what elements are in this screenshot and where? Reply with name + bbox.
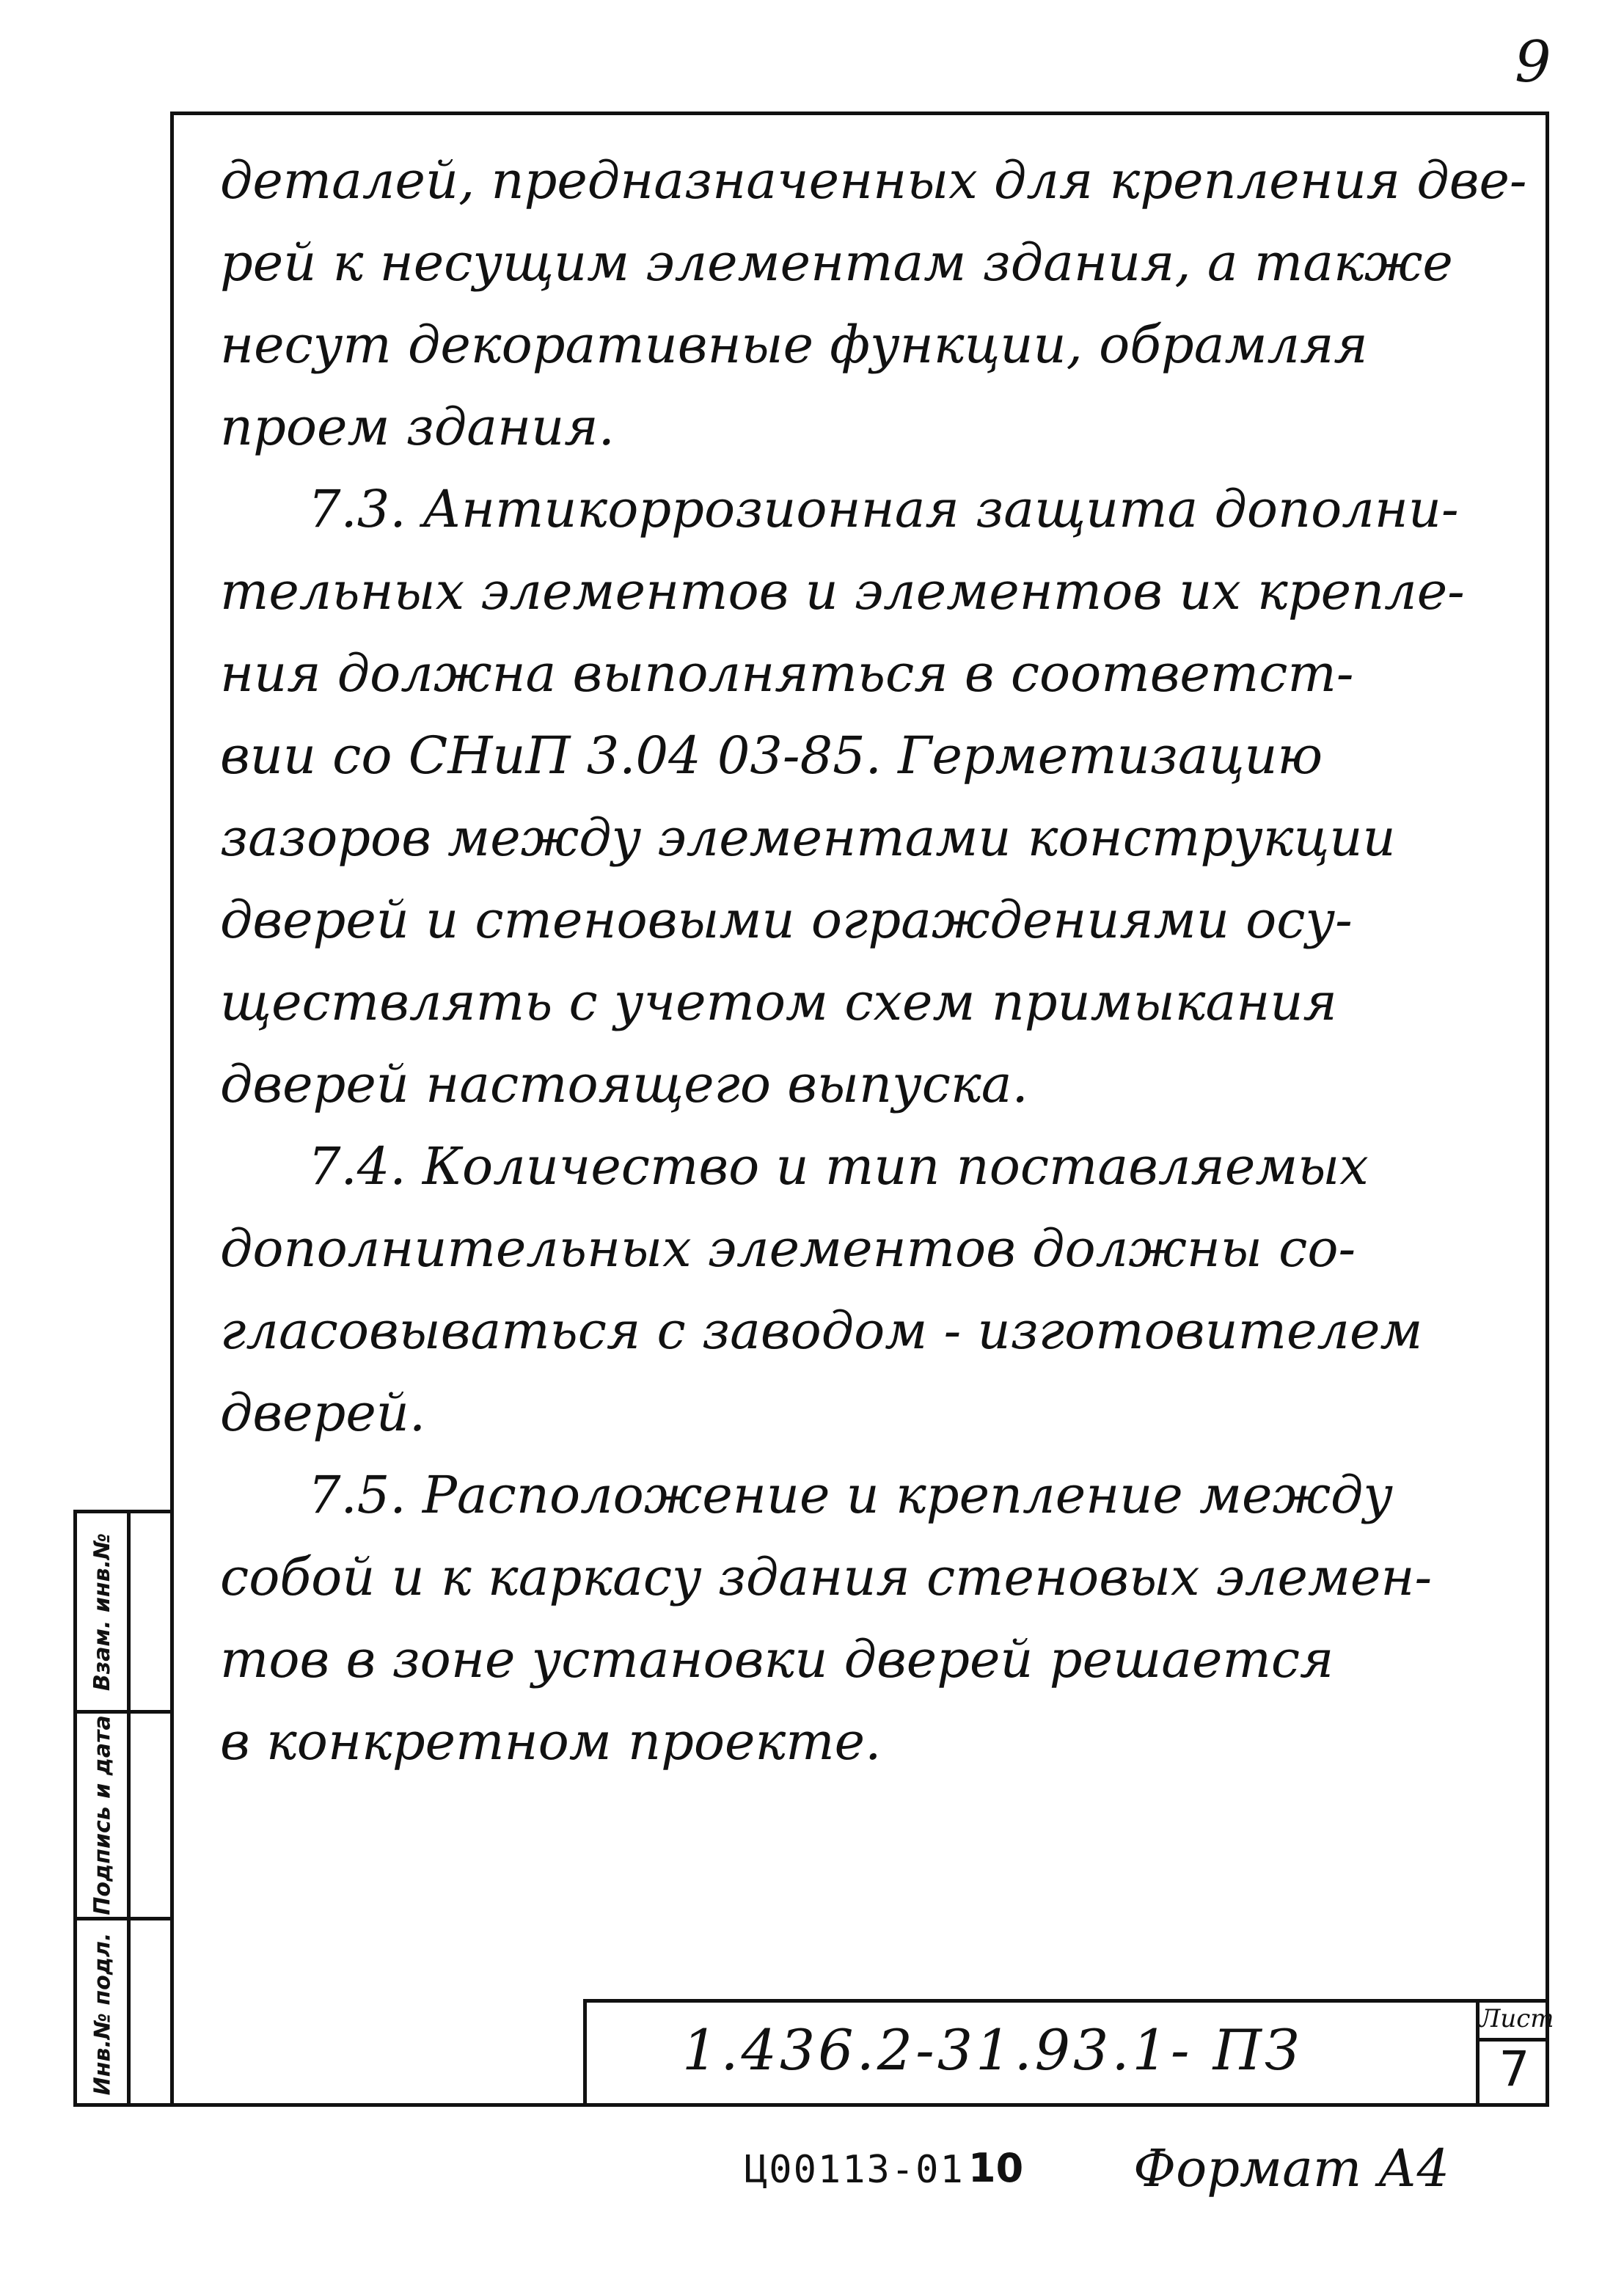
footer-code: Ц00113-01: [745, 2148, 965, 2192]
text-line: 7.5. Расположение и крепление между: [308, 1465, 1393, 1525]
text-line: дополнительных элементов должны со-: [220, 1218, 1356, 1279]
text-line: 7.3. Антикоррозионная защита дополни-: [308, 479, 1459, 539]
text-line: вии со СНиП 3.04 03-85. Герметизацию: [220, 725, 1323, 786]
text-line: дверей настоящего выпуска.: [220, 1054, 1028, 1114]
text-line: дверей и стеновыми ограждениями осу-: [220, 890, 1353, 950]
body-text: [220, 139, 1533, 1783]
original-inventory-label: Инв.№ подл.: [89, 1932, 116, 2095]
text-line: ществлять с учетом схем примыкания: [220, 972, 1337, 1032]
text-line: тельных элементов и элементов их крепле-: [220, 561, 1465, 621]
page-number: 9: [1515, 29, 1551, 95]
text-line: деталей, предназначенных для крепления две-: [220, 150, 1527, 211]
side-stamp-divider: [127, 1513, 131, 2103]
sheet-label: Лист: [1479, 2004, 1554, 2033]
title-block: [583, 1999, 1554, 2107]
text-line: 7.4. Количество и тип поставляемых: [308, 1136, 1369, 1196]
sheet-cell: [1476, 2003, 1554, 2107]
text-line: зазоров между элементами конструкции: [220, 808, 1396, 868]
sheet-number: 7: [1499, 2041, 1530, 2097]
text-line: гласовываться с заводом - изготовителем: [220, 1301, 1423, 1361]
text-line: собой и к каркасу здания стеновых элемен-: [220, 1547, 1433, 1607]
text-line: дверей.: [220, 1383, 426, 1443]
footer-copy-number: 10: [968, 2145, 1024, 2191]
signature-date-label: Подпись и дата: [89, 1715, 116, 1915]
text-line: несут декоративные функции, обрамляя: [220, 315, 1368, 375]
side-stamp: [73, 1510, 174, 2107]
text-line: в конкретном проекте.: [220, 1711, 882, 1772]
text-line: проем здания.: [220, 397, 615, 457]
text-line: тов в зоне установки дверей решается: [220, 1629, 1334, 1689]
footer-format: Формат А4: [1133, 2138, 1450, 2199]
text-line: рей к несущим элементам здания, а также: [220, 233, 1453, 293]
replacement-inventory-label: Взам. инв.№: [89, 1532, 116, 1691]
document-designation: 1.436.2-31.93.1- ПЗ: [682, 2017, 1303, 2083]
text-line: ния должна выполняться в соответст-: [220, 643, 1354, 703]
